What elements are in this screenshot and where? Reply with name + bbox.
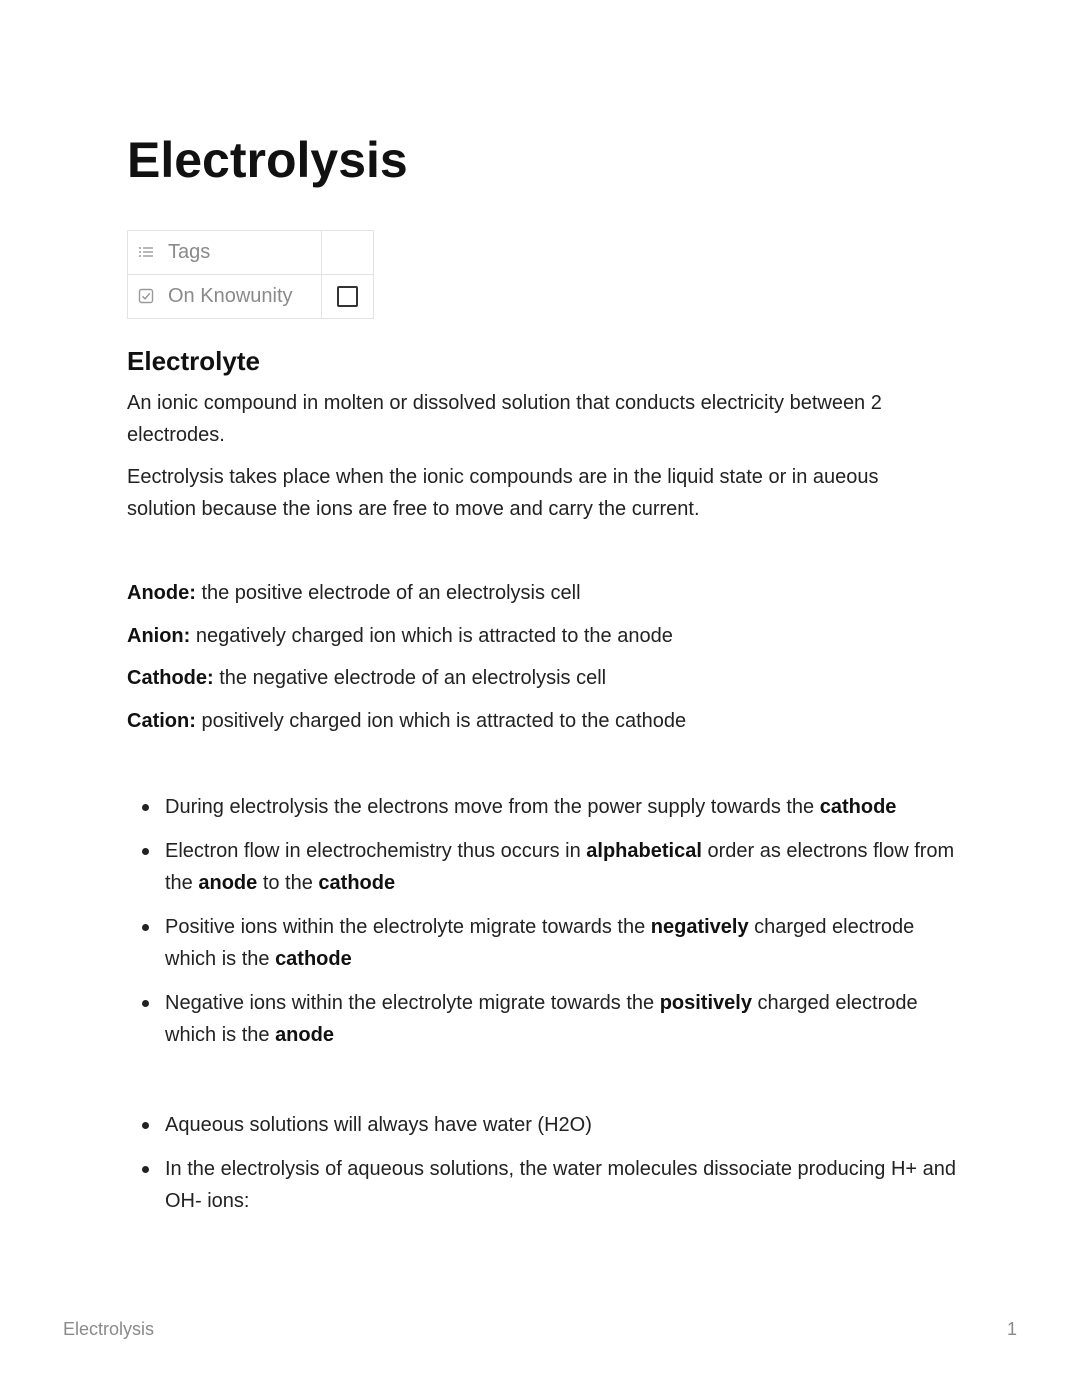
property-row-tags bbox=[128, 231, 374, 275]
definition-text: the negative electrode of an electrolysis cell bbox=[213, 667, 607, 689]
bullet-icon bbox=[142, 848, 149, 855]
definition-item bbox=[127, 577, 686, 620]
bullet-text: Positive ions within the electrolyte migrate towards the bbox=[165, 916, 651, 938]
list-icon bbox=[138, 244, 154, 260]
footer-document-name: Electrolysis bbox=[63, 1319, 155, 1339]
bullet-text: charged electrode which is the bbox=[165, 992, 918, 1046]
bullet-list-aqueous bbox=[127, 1109, 967, 1229]
list-item bbox=[127, 835, 967, 899]
definitions-list bbox=[127, 577, 686, 747]
list-item bbox=[127, 1109, 967, 1141]
page-title: Electrolysis bbox=[127, 132, 408, 188]
bullet-text: to the bbox=[257, 872, 319, 894]
bullet-bold: negatively bbox=[650, 916, 749, 938]
definition-text: the positive electrode of an electrolysis cell bbox=[195, 582, 581, 604]
property-key-tags bbox=[128, 231, 322, 275]
property-value-tags[interactable] bbox=[322, 231, 374, 275]
bullet-bold: positively bbox=[659, 992, 752, 1014]
checkbox-icon bbox=[138, 288, 154, 304]
definition-item bbox=[127, 620, 686, 663]
on-knowunity-checkbox[interactable] bbox=[337, 286, 358, 307]
list-item bbox=[127, 987, 967, 1051]
bullet-icon bbox=[142, 1000, 149, 1007]
paragraph-explanation: Eectrolysis takes place when the ionic compounds are in the liquid state or in aueous solution because the ions are free to move and carry the current. bbox=[127, 466, 879, 520]
property-label-tags: Tags bbox=[168, 241, 211, 263]
bullet-icon bbox=[142, 924, 149, 931]
bullet-text: Negative ions within the electrolyte migrate towards the bbox=[165, 992, 660, 1014]
definition-item bbox=[127, 705, 686, 748]
footer-page-number: 1 bbox=[1006, 1319, 1017, 1339]
bullet-bold: anode bbox=[198, 872, 258, 894]
section-heading-electrolyte: Electrolyte bbox=[127, 346, 260, 376]
list-item bbox=[127, 911, 967, 975]
list-item bbox=[127, 791, 967, 823]
definition-term: Anion: bbox=[127, 624, 191, 647]
bullet-icon bbox=[142, 804, 149, 811]
definition-text: negatively charged ion which is attracted to the anode bbox=[190, 624, 673, 647]
definition-term: Anode: bbox=[127, 582, 196, 604]
bullet-bold: cathode bbox=[318, 872, 396, 894]
definition-text: positively charged ion which is attracted to the cathode bbox=[195, 709, 687, 732]
definition-item bbox=[127, 662, 686, 705]
bullet-bold: alphabetical bbox=[586, 840, 702, 862]
property-label-on-knowunity: On Knowunity bbox=[168, 285, 293, 307]
list-item bbox=[127, 1153, 967, 1217]
bullet-list-electron-flow bbox=[127, 791, 967, 1063]
definition-term: Cation: bbox=[127, 709, 196, 732]
bullet-icon bbox=[142, 1122, 149, 1129]
bullet-text: During electrolysis the electrons move from the power supply towards the bbox=[165, 796, 820, 818]
property-value-on-knowunity bbox=[322, 275, 374, 319]
bullet-text: charged electrode which is the bbox=[165, 916, 915, 970]
definition-term: Cathode: bbox=[127, 667, 214, 689]
bullet-bold: anode bbox=[275, 1024, 334, 1046]
bullet-text: Aqueous solutions will always have water (H2O) bbox=[165, 1114, 592, 1136]
properties-table bbox=[127, 230, 374, 319]
bullet-text: In the electrolysis of aqueous solutions, the water molecules dissociate producing H+ and OH- ions: bbox=[165, 1158, 957, 1212]
bullet-icon bbox=[142, 1166, 149, 1173]
bullet-text: order as electrons flow from the bbox=[165, 840, 955, 894]
paragraph-definition: An ionic compound in molten or dissolved solution that conducts electricity between 2 electrodes. bbox=[127, 392, 882, 446]
property-key-on-knowunity bbox=[128, 275, 322, 319]
property-row-on-knowunity bbox=[128, 275, 374, 319]
bullet-bold: cathode bbox=[275, 948, 352, 970]
bullet-bold: cathode bbox=[819, 796, 897, 818]
bullet-text: Electron flow in electrochemistry thus occurs in bbox=[165, 840, 587, 862]
